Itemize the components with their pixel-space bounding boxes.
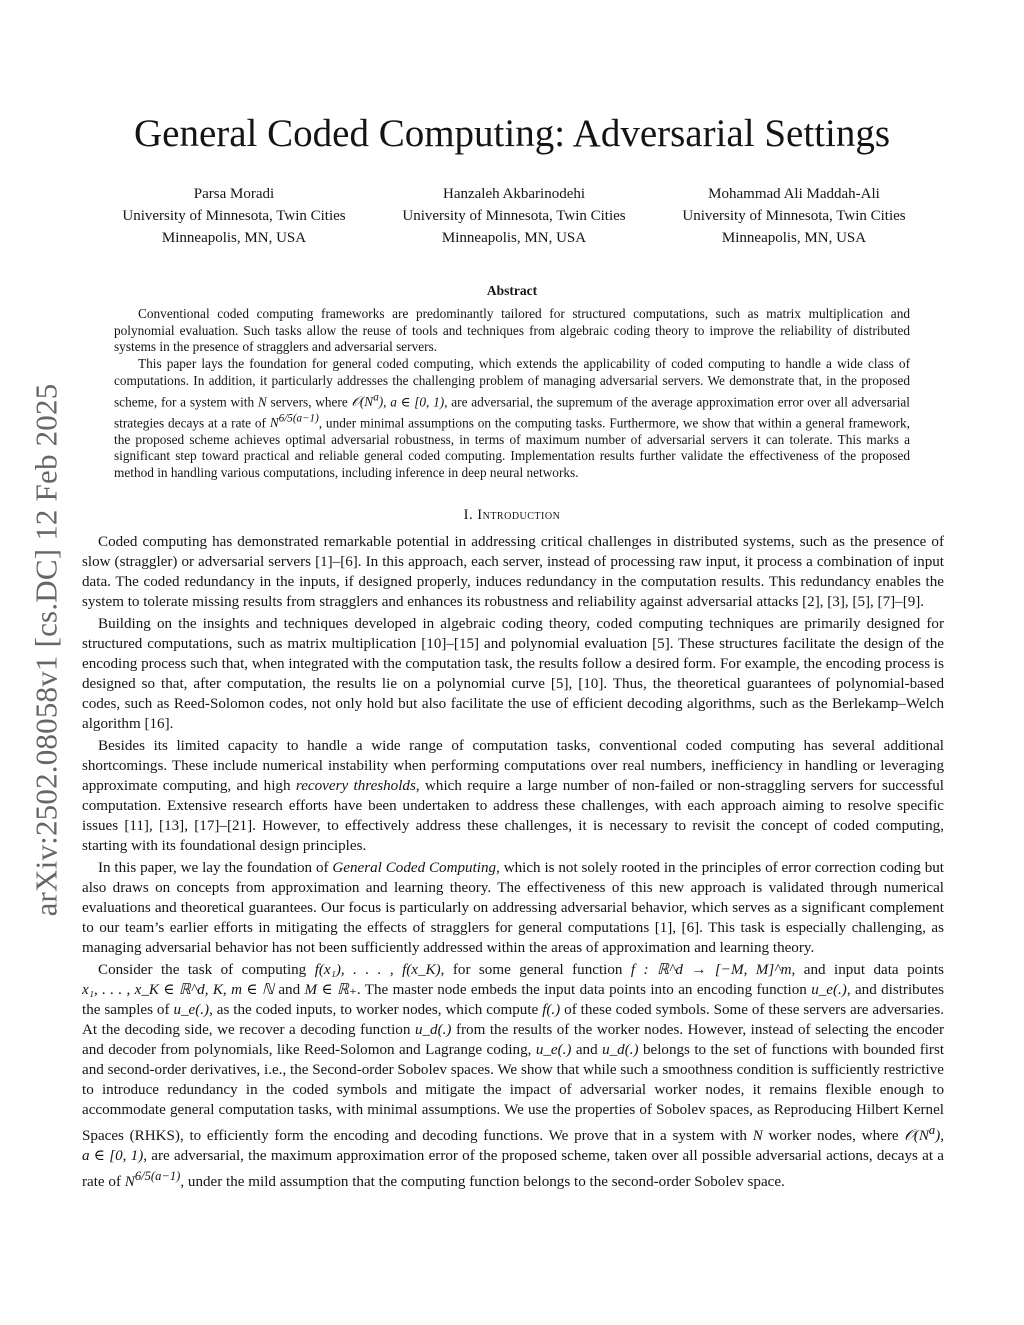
math-ue: u_e(.) <box>535 1042 572 1058</box>
math-O-Na: $𝒪(N^a)$ <box>351 391 384 409</box>
author-affiliation: University of Minnesota, Twin Cities <box>402 208 626 224</box>
intro-paragraph: Building on the insights and techniques developed in algebraic coding theory, coded computing techniques are primarily designed for structured computations, such as matrix multiplication [10]–[15] and polynomial evaluation [5]. These structures facilitate the design of the encoding process such that, when integrated with the computation task, the results follow a desired form. For example, the encoding process is designed so that, after computation, the results lie on a polynomial curve [5], [10]. Thus, the theoretical guarantees of polynomial-based codes, such as Reed-Solomon codes, not only hold but also facilitate the use of efficient decoding algorithms, such as the Berlekamp–Welch algorithm [16]. <box>82 616 944 732</box>
author-block <box>374 183 654 249</box>
math-ud: u_d(.) <box>602 1042 639 1058</box>
math-N: N <box>257 393 267 409</box>
arxiv-watermark <box>24 350 68 950</box>
author-location: Minneapolis, MN, USA <box>721 230 867 246</box>
math-a-range: a ∈ [0, 1) <box>82 1148 144 1165</box>
abstract-heading: Abstract <box>486 283 538 298</box>
abstract-paragraph: Conventional coded computing frameworks are predominantly tailored for structured computations, such as matrix multiplication and polynomial evaluation. Such tasks allow the reuse of tools and techniques from algebraic coding theory to improve the reliability of distributed systems in the presence of stragglers and adversarial servers. <box>114 306 910 355</box>
math-f-map: f : ℝ^d → [−M, M]^m <box>630 962 792 978</box>
math-f: f(.) <box>542 1002 561 1018</box>
author-affiliation: University of Minnesota, Twin Cities <box>122 208 346 224</box>
section-heading: I. Introduction <box>463 507 561 523</box>
author-name: Parsa Moradi <box>193 186 275 202</box>
math-rate: $N^{6/5(a-1)}$ <box>269 412 319 431</box>
arxiv-id: arXiv:2502.08058v1 [cs.DC] 12 Feb 2025 <box>28 383 63 917</box>
introduction-body <box>82 532 944 1194</box>
math-rate: $N^{6/5(a-1)}$ <box>124 1169 181 1191</box>
paper-title: General Coded Computing: Adversarial Settings <box>133 112 891 155</box>
intro-paragraph: In this paper, we lay the foundation of General Coded Computing, which is not solely rooted in the principles of error correction coding but also draws on concepts from approximation and learning theory. The effectiveness of this new approach is validated through numerical evaluations and theoretical guarantees. Our focus is particularly on addressing adversarial behavior, which serves as a significant complement to our team’s earlier efforts in mitigating the effects of stragglers for general computations [1], [6]. This task is especially challenging, as managing adversarial behavior has not been sufficiently addressed within the areas of approximation and learning theory. <box>82 860 944 956</box>
intro-paragraph: Besides its limited capacity to handle a wide range of computation tasks, conventional coded computing has several additional shortcomings. These include numerical instability when performing computations over real numbers, inefficiency in handling or leveraging approximate computing, and high recovery thresholds, which require a large number of non-failed or non-straggling servers for successful computation. Extensive research efforts have been undertaken to address these challenges, with each approach aiming to resolve specific issues [11], [13], [17]–[21]. However, to effectively address these challenges, it is necessary to revisit the concept of coded computing, starting with its foundational design principles. <box>82 738 945 854</box>
math-a-range: a ∈ [0, 1) <box>390 393 445 409</box>
author-name: Hanzaleh Akbarinodehi <box>442 186 586 202</box>
author-block <box>654 183 934 249</box>
author-location: Minneapolis, MN, USA <box>161 230 307 246</box>
abstract-paragraph: This paper lays the foundation for general coded computing, which extends the applicability of coded computing to handle a wide class of computations. In addition, it particularly addresses the challenging problem of managing adversarial servers. We demonstrate that, in the proposed scheme, for a system with N servers, where $𝒪(N^a)$, a ∈ [0, 1), are adversarial, the supremum of the average approximation error over all adversarial strategies decays at a rate of $N^{6/5(a-1)}$, under minimal assumptions on the computing tasks. Furthermore, we show that within a general framework, the proposed scheme achieves optimal adversarial robustness, in terms of maximum number of adversarial servers it can tolerate. This marks a significant step toward practical and reliable general coded computing. Implementation results further validate the effectiveness of the proposed method in handling various computations, including inference in deep neural networks. <box>114 356 911 481</box>
math-M: M ∈ ℝ₊ <box>304 982 357 998</box>
math-fx: f(x₁), . . . , f(x_K) <box>314 962 441 978</box>
author-block <box>94 183 374 249</box>
math-ue: u_e(.) <box>811 982 847 998</box>
author-affiliation: University of Minnesota, Twin Cities <box>682 208 906 224</box>
intro-paragraph: Coded computing has demonstrated remarkable potential in addressing critical challenges in distributed systems, such as the presence of slow (straggler) or adversarial servers [1]–[6]. In this approach, each server, instead of processing raw input, it process a combination of input data. The coded redundancy in the inputs, if designed properly, induces redundancy in the computation results. This redundancy enables the system to tolerate missing results from stragglers and enhances its robustness and reliability against adversarial attacks [2], [3], [5], [7]–[9]. <box>82 534 944 610</box>
math-ud: u_d(.) <box>414 1022 452 1038</box>
author-name: Mohammad Ali Maddah-Ali <box>708 186 880 202</box>
math-inputs: x₁, . . . , x_K ∈ ℝ^d, K, m ∈ ℕ <box>82 982 274 998</box>
math-N: N <box>752 1128 763 1145</box>
author-list <box>94 183 934 249</box>
math-O-Na: $𝒪(N^a)$ <box>904 1123 941 1145</box>
abstract-body <box>114 306 910 482</box>
intro-paragraph: Consider the task of computing f(x₁), . . . , f(x_K), for some general function f : ℝ^d → [−M, M]^m, and input data points x₁, . . . , x_K ∈ ℝ^d, K, m ∈ ℕ and M ∈ ℝ₊. The master node embeds the input data points into an encoding function u_e(.), and distributes the samples of u_e(.), as the coded inputs, to worker nodes, which compute f(.) of these coded symbols. Some of these servers are adversaries. At the decoding side, we recover a decoding function u_d(.) from the results of the worker nodes. However, instead of selecting the encoder and decoder from polynomials, like Reed-Solomon and Lagrange coding, u_e(.) and u_d(.) belongs to the set of functions with bounded first and second-order derivatives, i.e., the Second-order Sobolev spaces. We show that while such a smoothness condition is sufficiently restrictive to introduce redundancy in the coded symbols and mitigate the impact of adversarial worker nodes, it remains flexible enough to accommodate general computation tasks, with minimal assumptions. We use the properties of Sobolev spaces, as Reproducing Hilbert Kernel Spaces (RHKS), to efficiently form the encoding and decoding functions. We prove that in a system with N worker nodes, where $𝒪(N^a)$, a ∈ [0, 1), are adversarial, the maximum approximation error of the proposed scheme, taken over all possible adversarial actions, decays at a rate of $N^{6/5(a-1)}$, under the mild assumption that the computing function belongs to the second-order Sobolev space. <box>82 962 945 1191</box>
author-location: Minneapolis, MN, USA <box>441 230 587 246</box>
math-ue: u_e(.) <box>173 1002 210 1018</box>
